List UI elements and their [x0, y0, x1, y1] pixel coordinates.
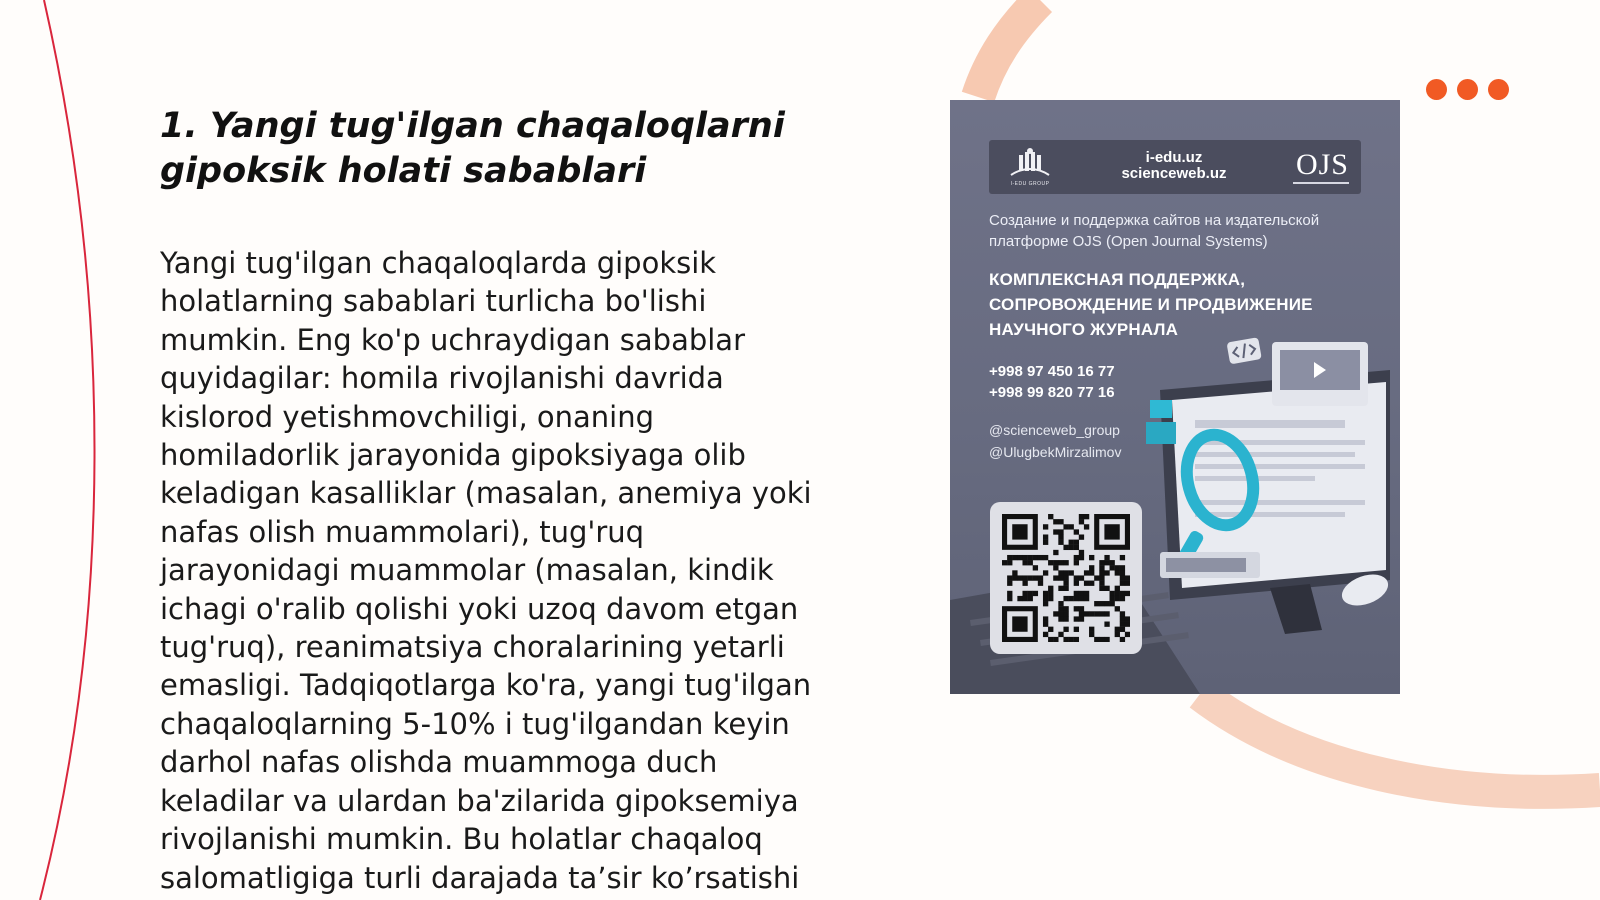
ojs-underline [1293, 182, 1349, 184]
social-handle[interactable]: @UlugbekMirzalimov [989, 444, 1122, 460]
dot [1488, 79, 1509, 100]
ojs-logo: OJS [1295, 148, 1349, 181]
body-line: chaqaloqlarning 5-10% i tug'ilgandan keyin [160, 706, 790, 741]
body-line: holatlarning sabablari turlicha bo'lishi [160, 284, 707, 319]
dot [1426, 79, 1447, 100]
body-line: rivojlanishi mumkin. Bu holatlar chaqaloq [160, 822, 763, 857]
body-line: kislorod yetishmovchiligi, onaning [160, 399, 655, 434]
peach-arc-bottom [1200, 694, 1600, 792]
body-line: keladilar va ulardan ba'zilarida gipoksemiya [160, 783, 799, 818]
menu-dots-icon [1426, 79, 1509, 100]
body-line: mumkin. Eng ko'p uchraydigan sabablar [160, 322, 745, 357]
qr-code-icon[interactable] [990, 502, 1142, 654]
body-line: tug'ruq), reanimatsiya choralarining yetarli [160, 630, 785, 665]
body-line: homiladorlik jarayonida gipoksiyaga olib [160, 438, 746, 473]
ad-headline [989, 267, 1369, 342]
ad-header [989, 140, 1361, 194]
social-handle[interactable]: @scienceweb_group [989, 422, 1120, 438]
ad-headline-line: СОПРОВОЖДЕНИЕ И ПРОДВИЖЕНИЕ [989, 295, 1313, 314]
slide-body-text [160, 244, 840, 897]
logo-books-icon [999, 147, 1061, 187]
phone-number[interactable]: +998 97 450 16 77 [989, 363, 1115, 380]
phone-number[interactable]: +998 99 820 77 16 [989, 384, 1115, 401]
ad-banner[interactable] [950, 100, 1400, 694]
body-line: salomatligiga turli darajada ta’sir ko’rsatishi [160, 860, 800, 895]
site-link-iedu[interactable]: i-edu.uz [1145, 149, 1203, 166]
ad-headline-line: НАУЧНОГО ЖУРНАЛА [989, 320, 1179, 339]
body-line: ichagi o'ralib qolishi yoki uzoq davom etgan [160, 591, 799, 626]
dot [1457, 79, 1478, 100]
body-line: keladigan kasalliklar (masalan, anemiya yoki [160, 476, 812, 511]
ad-description [989, 210, 1369, 252]
logo-caption: I-EDU GROUP [1010, 181, 1050, 187]
slide-title [160, 104, 860, 194]
body-line: quyidagilar: homila rivojlanishi davrida [160, 361, 724, 396]
ad-description-line: Создание и поддержка сайтов на издательской [989, 212, 1320, 229]
left-red-arc [40, 0, 95, 900]
body-line: emasligi. Tadqiqotlarga ko'ra, yangi tug'ilgan [160, 668, 812, 703]
slide-title-line: gipoksik holati sabablari [160, 151, 647, 191]
body-line: nafas olish muammolari), tug'ruq [160, 514, 645, 549]
ad-description-line: платформе OJS (Open Journal Systems) [989, 233, 1268, 250]
peach-arc-top [978, 0, 1040, 97]
ad-headline-line: КОМПЛЕКСНАЯ ПОДДЕРЖКА, [989, 270, 1246, 289]
body-line: Yangi tug'ilgan chaqaloqlarda gipoksik [160, 246, 717, 280]
body-line: jarayonidagi muammolar (masalan, kindik [160, 553, 774, 588]
slide-title-line: 1. Yangi tug'ilgan chaqaloqlarni [160, 106, 785, 146]
body-line: darhol nafas olishda muammoga duch [160, 745, 718, 780]
site-link-scienceweb[interactable]: scienceweb.uz [1121, 165, 1227, 182]
